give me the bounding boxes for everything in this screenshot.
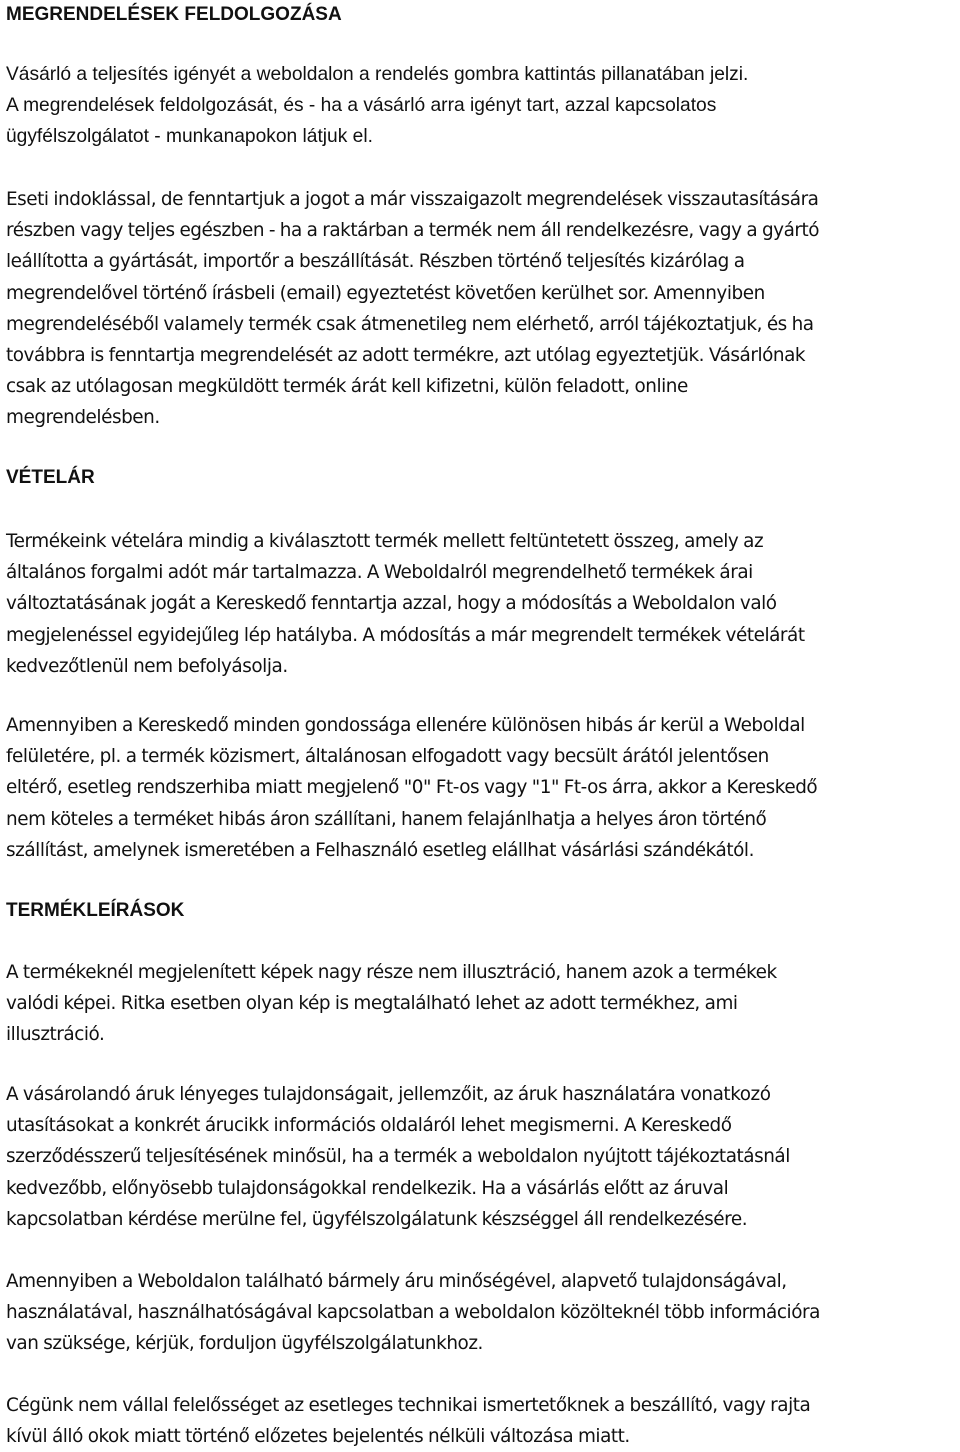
- text-line: A termékeknél megjelenített képek nagy része nem illusztráció, hanem azok a termékek: [6, 962, 777, 983]
- paragraph-order-indication: [6, 59, 956, 153]
- paragraph-product-images: [6, 957, 956, 1051]
- text-line: változtatásának jogát a Kereskedő fenntartja azzal, hogy a módosítás a Weboldalon való: [6, 593, 777, 615]
- text-line: Eseti indoklással, de fenntartjuk a jogot a már visszaigazolt megrendelések visszautasítására: [6, 189, 819, 210]
- paragraph-price-error: [6, 710, 956, 866]
- text-line: megrendeléséből valamely termék csak átmenetileg nem elérhető, arról tájékoztatjuk, és ha: [6, 313, 814, 335]
- text-line: kívül álló okok miatt történő előzetes bejelentés nélküli változása miatt.: [6, 1426, 630, 1448]
- heading-price: VÉTELÁR: [6, 467, 95, 488]
- text-line: leállította a gyártását, importőr a beszállítását. Részben történő teljesítés kizárólag a: [6, 251, 745, 273]
- text-line: A megrendelések feldolgozását, és - ha a vásárló arra igényt tart, azzal kapcsolatos: [6, 95, 717, 117]
- text-line: eltérő, esetleg rendszerhiba miatt megjelenő "0" Ft-os vagy "1" Ft-os árra, akkor a Kereskedő: [6, 777, 818, 799]
- text-line: Amennyiben a Weboldalon található bármely áru minőségével, alapvető tulajdonságával,: [6, 1271, 787, 1292]
- text-line: Amennyiben a Kereskedő minden gondossága ellenére különösen hibás ár kerül a Weboldal: [6, 715, 805, 736]
- heading-order-processing: MEGRENDELÉSEK FELDOLGOZÁSA: [6, 4, 342, 25]
- text-line: továbbra is fenntartja megrendelését az adott termékre, azt utólag egyeztetjük. Vásárlónak: [6, 345, 806, 367]
- text-line: Vásárló a teljesítés igényét a weboldalon a rendelés gombra kattintás pillanatában jelzi.: [6, 64, 749, 85]
- text-line: általános forgalmi adót már tartalmazza. A Weboldalról megrendelhető termékek árai: [6, 562, 753, 584]
- text-line: illusztráció.: [6, 1024, 105, 1046]
- text-line: van szüksége, kérjük, forduljon ügyfélszolgálatunkhoz.: [6, 1333, 483, 1355]
- heading-product-descriptions: TERMÉKLEÍRÁSOK: [6, 900, 185, 921]
- text-line: csak az utólagosan megküldött termék árát kell kifizetni, külön feladott, online: [6, 376, 688, 398]
- text-line: kapcsolatban kérdése merülne fel, ügyfélszolgálatunk készséggel áll rendelkezésére.: [6, 1208, 748, 1230]
- text-line: részben vagy teljes egészben - ha a raktárban a termék nem áll rendelkezésre, vagy a gyártó: [6, 220, 820, 242]
- text-line: kedvezőbb, előnyösebb tulajdonságokkal rendelkezik. Ha a vásárlás előtt az áruval: [6, 1177, 729, 1199]
- text-line: szerződésszerű teljesítésének minősül, ha a termék a weboldalon nyújtott tájékoztatásnál: [6, 1146, 790, 1168]
- text-line: felületére, pl. a termék közismert, általánosan elfogadott vagy becsült árától jelentősen: [6, 746, 769, 768]
- paragraph-price-info: [6, 526, 956, 682]
- paragraph-more-information: [6, 1266, 956, 1360]
- text-line: kedvezőtlenül nem befolyásolja.: [6, 655, 288, 677]
- paragraph-product-properties: [6, 1079, 956, 1235]
- text-line: utasításokat a konkrét árucikk információs oldaláról lehet megismerni. A Kereskedő: [6, 1115, 732, 1137]
- text-line: használatával, használhatóságával kapcsolatban a weboldalon közölteknél több információra: [6, 1302, 820, 1324]
- text-line: Cégünk nem vállal felelősséget az esetleges technikai ismertetőknek a beszállító, vagy rajta: [6, 1395, 811, 1416]
- text-line: Termékeink vételára mindig a kiválasztott termék mellett feltüntetett összeg, amely az: [6, 531, 764, 552]
- text-line: megjelenéssel egyidejűleg lép hatályba. A módosítás a már megrendelt termékek vételárát: [6, 624, 805, 646]
- text-line: megrendelővel történő írásbeli (email) egyeztetést követően kerülhet sor. Amennyiben: [6, 282, 765, 304]
- text-line: valódi képei. Ritka esetben olyan kép is megtalálható lehet az adott termékhez, ami: [6, 993, 738, 1015]
- text-line: szállítást, amelynek ismeretében a Felhasználó esetleg elállhat vásárlási szándékától.: [6, 839, 754, 861]
- text-line: A vásárolandó áruk lényeges tulajdonságait, jellemzőit, az áruk használatára vonatkozó: [6, 1084, 771, 1105]
- paragraph-liability: [6, 1390, 956, 1452]
- text-line: nem köteles a terméket hibás áron szállítani, hanem felajánlhatja a helyes áron történő: [6, 808, 767, 830]
- text-line: megrendelésben.: [6, 407, 160, 429]
- text-line: ügyfélszolgálatot - munkanapokon látjuk el.: [6, 126, 373, 148]
- paragraph-order-rejection: [6, 184, 956, 434]
